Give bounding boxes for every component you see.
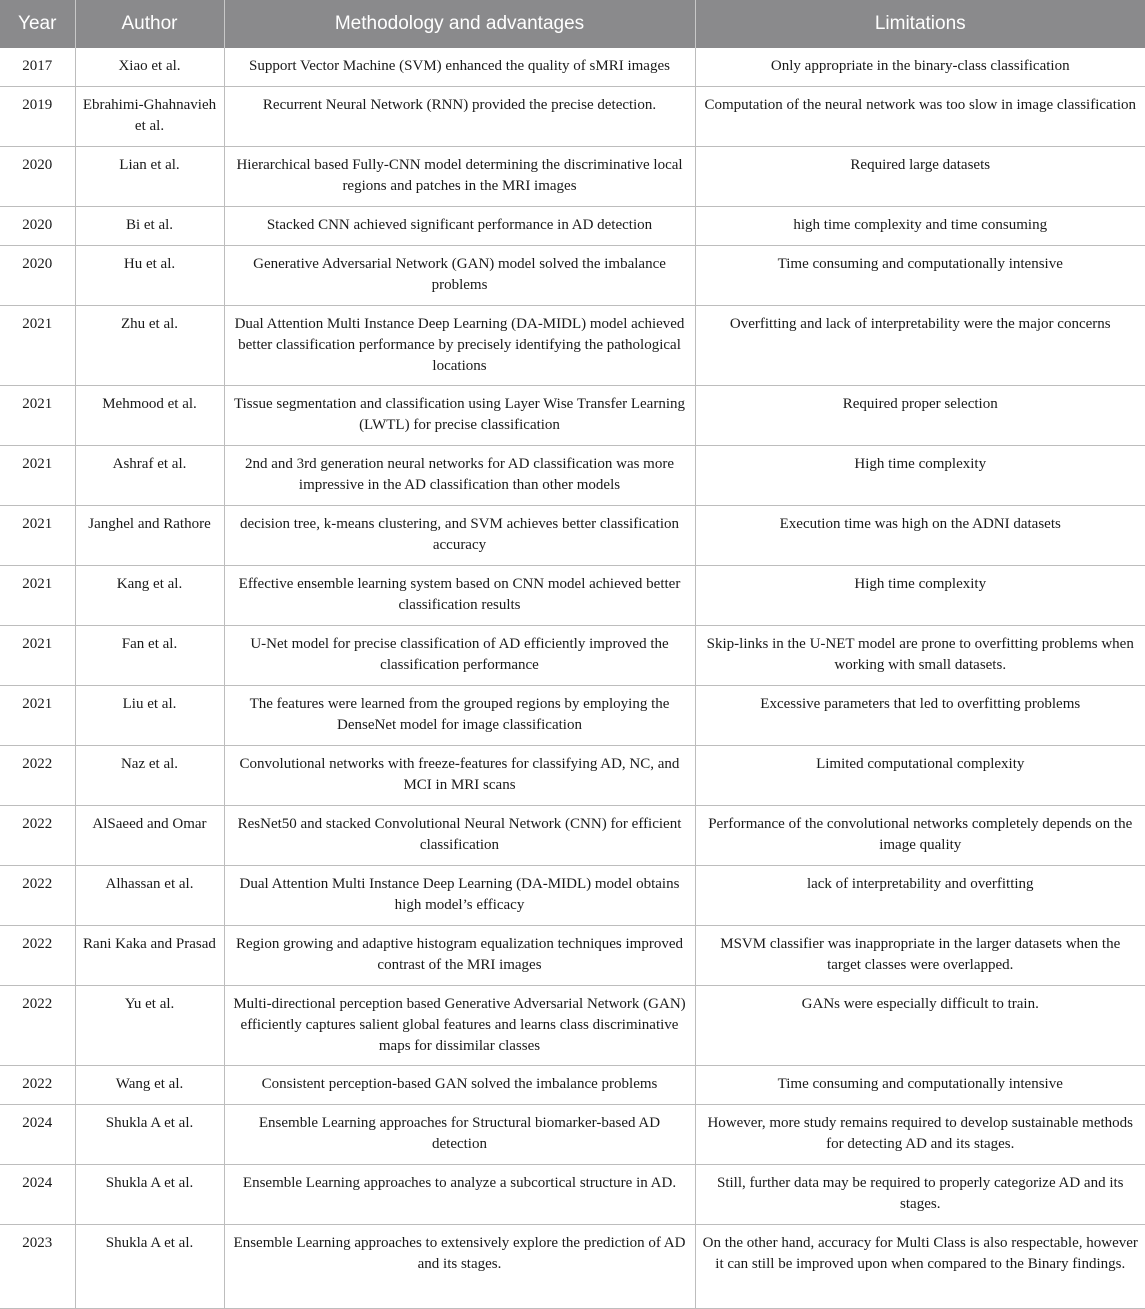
cell-limitation: High time complexity	[695, 566, 1145, 626]
cell-author: Alhassan et al.	[75, 866, 224, 926]
table-row	[0, 986, 1145, 1066]
cell-year: 2024	[0, 1105, 75, 1165]
header-author: Author	[75, 0, 224, 48]
cell-methodology: Effective ensemble learning system based on CNN model achieved better classification results	[224, 566, 695, 626]
cell-year: 2017	[0, 48, 75, 87]
cell-author: Ebrahimi-Ghahnavieh et al.	[75, 87, 224, 147]
table-row	[0, 506, 1145, 566]
cell-year: 2021	[0, 506, 75, 566]
cell-limitation: On the other hand, accuracy for Multi Class is also respectable, however it can still be improved upon when compared to the Binary findings.	[695, 1225, 1145, 1309]
cell-limitation: Computation of the neural network was too slow in image classification	[695, 87, 1145, 147]
cell-methodology: Region growing and adaptive histogram equalization techniques improved contrast of the MRI images	[224, 926, 695, 986]
header-limitations: Limitations	[695, 0, 1145, 48]
cell-author: Shukla A et al.	[75, 1165, 224, 1225]
cell-limitation: Excessive parameters that led to overfitting problems	[695, 686, 1145, 746]
cell-author: Liu et al.	[75, 686, 224, 746]
cell-author: Fan et al.	[75, 626, 224, 686]
cell-limitation: High time complexity	[695, 446, 1145, 506]
table-row	[0, 746, 1145, 806]
cell-year: 2024	[0, 1165, 75, 1225]
cell-author: Kang et al.	[75, 566, 224, 626]
cell-author: Shukla A et al.	[75, 1225, 224, 1309]
cell-methodology: U-Net model for precise classification of AD efficiently improved the classification performance	[224, 626, 695, 686]
cell-author: Xiao et al.	[75, 48, 224, 87]
table-body	[0, 48, 1145, 1309]
cell-limitation: Required large datasets	[695, 147, 1145, 207]
cell-methodology: Ensemble Learning approaches to analyze a subcortical structure in AD.	[224, 1165, 695, 1225]
table-row	[0, 48, 1145, 87]
table-row	[0, 246, 1145, 306]
cell-author: Wang et al.	[75, 1066, 224, 1105]
cell-author: Naz et al.	[75, 746, 224, 806]
cell-year: 2022	[0, 986, 75, 1066]
cell-author: Shukla A et al.	[75, 1105, 224, 1165]
table-header	[0, 0, 1145, 48]
table-row	[0, 207, 1145, 246]
cell-limitation: lack of interpretability and overfitting	[695, 866, 1145, 926]
cell-year: 2020	[0, 246, 75, 306]
table-row	[0, 1165, 1145, 1225]
table-row	[0, 386, 1145, 446]
table-row	[0, 926, 1145, 986]
cell-methodology: Ensemble Learning approaches to extensively explore the prediction of AD and its stages.	[224, 1225, 695, 1309]
cell-author: Lian et al.	[75, 147, 224, 207]
table-row	[0, 446, 1145, 506]
table-row	[0, 1105, 1145, 1165]
cell-year: 2021	[0, 446, 75, 506]
cell-limitation: GANs were especially difficult to train.	[695, 986, 1145, 1066]
cell-year: 2022	[0, 1066, 75, 1105]
cell-year: 2022	[0, 866, 75, 926]
cell-methodology: 2nd and 3rd generation neural networks for AD classification was more impressive in the AD classification than other models	[224, 446, 695, 506]
table-row	[0, 806, 1145, 866]
cell-year: 2022	[0, 926, 75, 986]
cell-author: Hu et al.	[75, 246, 224, 306]
cell-methodology: The features were learned from the grouped regions by employing the DenseNet model for image classification	[224, 686, 695, 746]
cell-methodology: decision tree, k-means clustering, and SVM achieves better classification accuracy	[224, 506, 695, 566]
cell-methodology: Tissue segmentation and classification using Layer Wise Transfer Learning (LWTL) for precise classification	[224, 386, 695, 446]
cell-methodology: ResNet50 and stacked Convolutional Neural Network (CNN) for efficient classification	[224, 806, 695, 866]
cell-limitation: Skip-links in the U-NET model are prone to overfitting problems when working with small datasets.	[695, 626, 1145, 686]
table-row	[0, 686, 1145, 746]
cell-methodology: Dual Attention Multi Instance Deep Learning (DA-MIDL) model obtains high model’s efficacy	[224, 866, 695, 926]
cell-year: 2021	[0, 626, 75, 686]
cell-author: Ashraf et al.	[75, 446, 224, 506]
header-row	[0, 0, 1145, 48]
table-row	[0, 566, 1145, 626]
cell-year: 2021	[0, 306, 75, 386]
cell-author: Mehmood et al.	[75, 386, 224, 446]
cell-methodology: Generative Adversarial Network (GAN) model solved the imbalance problems	[224, 246, 695, 306]
cell-year: 2021	[0, 686, 75, 746]
cell-limitation: Time consuming and computationally intensive	[695, 1066, 1145, 1105]
table-row	[0, 1066, 1145, 1105]
table-row	[0, 626, 1145, 686]
cell-methodology: Dual Attention Multi Instance Deep Learning (DA-MIDL) model achieved better classification performance by precisely identifying the pathological locations	[224, 306, 695, 386]
header-year: Year	[0, 0, 75, 48]
cell-limitation: Execution time was high on the ADNI datasets	[695, 506, 1145, 566]
cell-limitation: However, more study remains required to develop sustainable methods for detecting AD and its stages.	[695, 1105, 1145, 1165]
cell-methodology: Hierarchical based Fully-CNN model determining the discriminative local regions and patches in the MRI images	[224, 147, 695, 207]
cell-methodology: Ensemble Learning approaches for Structural biomarker-based AD detection	[224, 1105, 695, 1165]
cell-limitation: Time consuming and computationally intensive	[695, 246, 1145, 306]
cell-limitation: Limited computational complexity	[695, 746, 1145, 806]
cell-author: AlSaeed and Omar	[75, 806, 224, 866]
cell-author: Bi et al.	[75, 207, 224, 246]
header-methodology: Methodology and advantages	[224, 0, 695, 48]
cell-limitation: high time complexity and time consuming	[695, 207, 1145, 246]
cell-year: 2022	[0, 746, 75, 806]
cell-author: Yu et al.	[75, 986, 224, 1066]
cell-methodology: Consistent perception-based GAN solved the imbalance problems	[224, 1066, 695, 1105]
cell-limitation: MSVM classifier was inappropriate in the larger datasets when the target classes were overlapped.	[695, 926, 1145, 986]
cell-limitation: Only appropriate in the binary-class classification	[695, 48, 1145, 87]
cell-year: 2023	[0, 1225, 75, 1309]
cell-year: 2019	[0, 87, 75, 147]
table-row	[0, 87, 1145, 147]
cell-methodology: Recurrent Neural Network (RNN) provided the precise detection.	[224, 87, 695, 147]
cell-author: Zhu et al.	[75, 306, 224, 386]
cell-year: 2022	[0, 806, 75, 866]
cell-author: Rani Kaka and Prasad	[75, 926, 224, 986]
cell-limitation: Performance of the convolutional networks completely depends on the image quality	[695, 806, 1145, 866]
cell-year: 2020	[0, 147, 75, 207]
cell-methodology: Multi-directional perception based Generative Adversarial Network (GAN) efficiently captures salient global features and learns class discriminative maps for dissimilar classes	[224, 986, 695, 1066]
cell-methodology: Convolutional networks with freeze-features for classifying AD, NC, and MCI in MRI scans	[224, 746, 695, 806]
cell-year: 2021	[0, 386, 75, 446]
cell-methodology: Stacked CNN achieved significant performance in AD detection	[224, 207, 695, 246]
cell-limitation: Still, further data may be required to properly categorize AD and its stages.	[695, 1165, 1145, 1225]
cell-author: Janghel and Rathore	[75, 506, 224, 566]
cell-methodology: Support Vector Machine (SVM) enhanced the quality of sMRI images	[224, 48, 695, 87]
cell-limitation: Overfitting and lack of interpretability were the major concerns	[695, 306, 1145, 386]
table-row	[0, 866, 1145, 926]
table-row	[0, 1225, 1145, 1309]
cell-year: 2021	[0, 566, 75, 626]
cell-limitation: Required proper selection	[695, 386, 1145, 446]
table-row	[0, 147, 1145, 207]
table-row	[0, 306, 1145, 386]
cell-year: 2020	[0, 207, 75, 246]
